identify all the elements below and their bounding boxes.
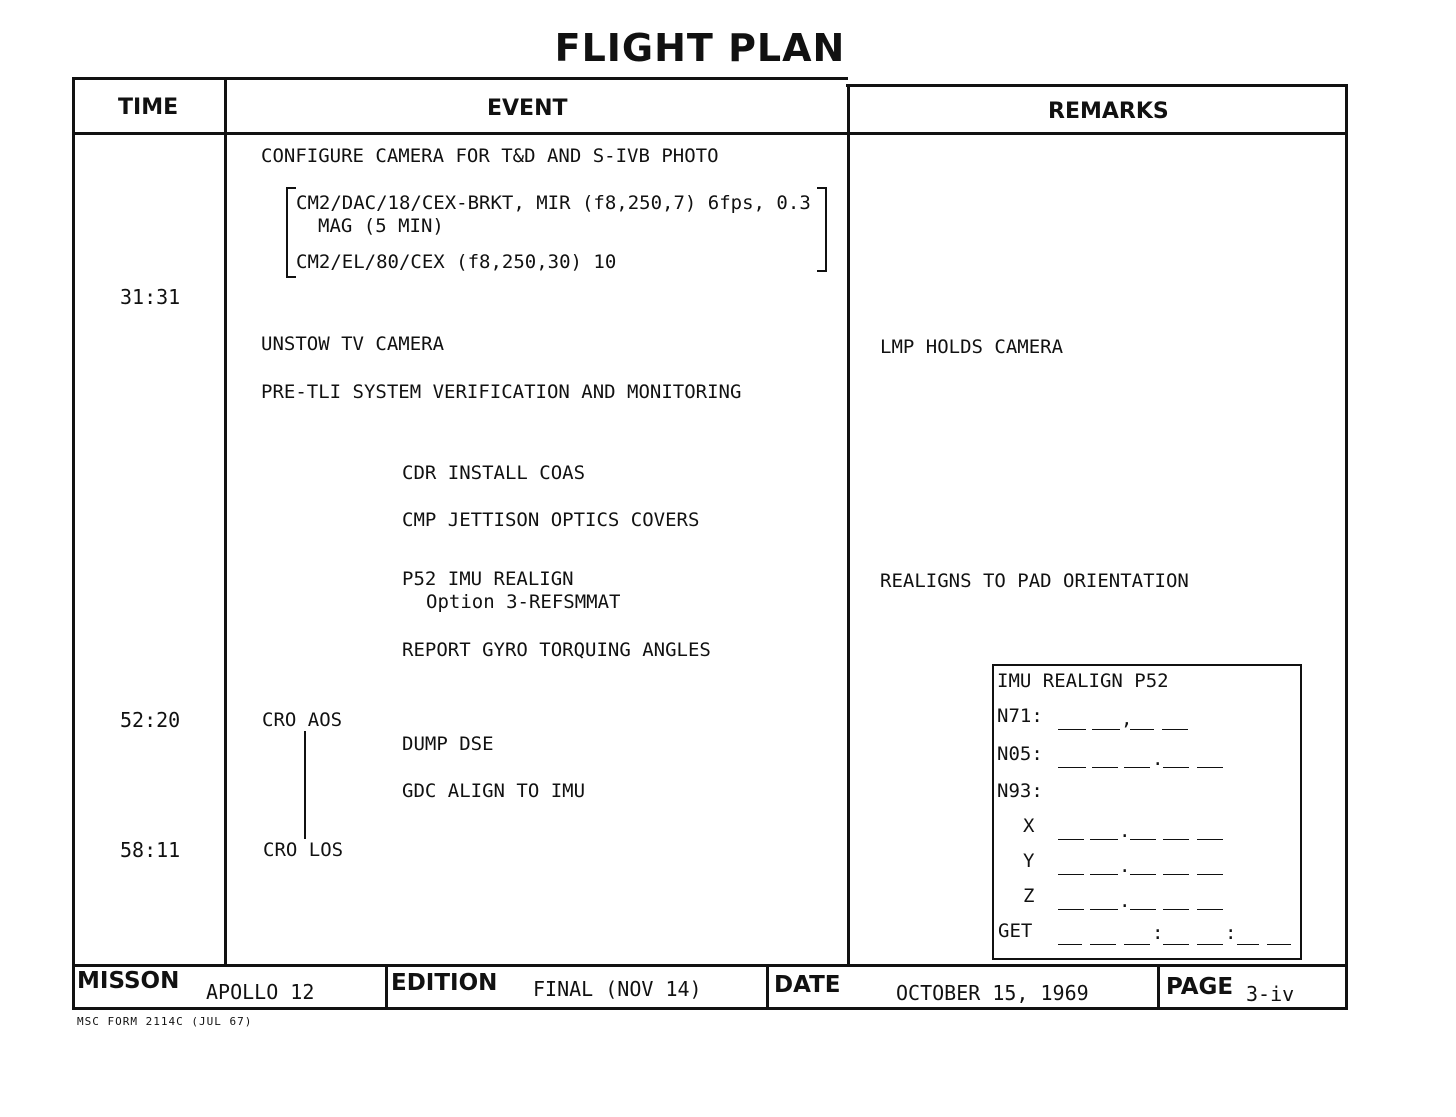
footer-edition-value: FINAL (NOV 14) — [533, 977, 702, 1001]
footer-mission-label: MISSON — [77, 968, 180, 994]
pad-n71-blank-2 — [1092, 729, 1120, 730]
footer-page-value: 3-iv — [1246, 982, 1295, 1006]
footer-edition-label: EDITION — [391, 970, 498, 996]
pad-z-blank-5 — [1197, 909, 1223, 910]
event-cdr-coas: CDR INSTALL COAS — [402, 462, 586, 484]
pad-title: IMU REALIGN P52 — [997, 670, 1169, 692]
event-p52: P52 IMU REALIGN — [402, 568, 574, 590]
event-gdc-align: GDC ALIGN TO IMU — [402, 780, 586, 802]
pad-n71-blank-3 — [1130, 729, 1154, 730]
pad-get-blank-7 — [1267, 944, 1291, 945]
pad-get-label: GET — [998, 920, 1033, 942]
pad-n05-blank-2 — [1092, 767, 1118, 768]
pad-n05-blank-1 — [1058, 767, 1086, 768]
event-cm2-dac-line1: CM2/DAC/18/CEX-BRKT, MIR (f8,250,7) 6fps, 0.3 — [296, 192, 811, 214]
footer-date-value: OCTOBER 15, 1969 — [896, 981, 1089, 1005]
footer-page-label: PAGE — [1166, 974, 1234, 1000]
pad-x-blank-5 — [1197, 839, 1223, 840]
pad-get-blank-3 — [1124, 944, 1150, 945]
header-remarks: REMARKS — [1048, 99, 1169, 124]
cro-coverage-line — [304, 731, 306, 839]
pad-y-label: Y — [1023, 850, 1035, 872]
event-cm2-el: CM2/EL/80/CEX (f8,250,30) 10 — [296, 251, 617, 273]
bracket-right-vertical — [825, 187, 827, 272]
remark-lmp-holds: LMP HOLDS CAMERA — [880, 336, 1064, 358]
pad-n71-blank-4 — [1162, 729, 1188, 730]
header-time: TIME — [118, 95, 179, 120]
header-event: EVENT — [487, 96, 568, 121]
pad-x-blank-3 — [1130, 839, 1156, 840]
pad-y-blank-1 — [1058, 874, 1084, 875]
frame-top-left — [72, 77, 848, 80]
event-cro-aos: CRO AOS — [262, 709, 343, 731]
time-52-20: 52:20 — [120, 708, 181, 732]
pad-z-blank-2 — [1090, 909, 1118, 910]
pad-y-dot: . — [1119, 855, 1131, 877]
footer-sep-3 — [1157, 964, 1160, 1010]
pad-get-colon-1: : — [1152, 922, 1164, 944]
event-cro-los: CRO LOS — [263, 839, 344, 861]
frame-left — [72, 77, 75, 1010]
pad-z-dot: . — [1119, 890, 1131, 912]
event-p52-option: Option 3-REFSMMAT — [426, 591, 621, 613]
footer-sep-2 — [766, 964, 769, 1010]
pad-n05-blank-5 — [1197, 767, 1223, 768]
remarks-column-divider — [847, 84, 850, 966]
event-cm2-dac-line2: MAG (5 MIN) — [318, 215, 444, 237]
footer-date-label: DATE — [774, 972, 841, 998]
event-configure-camera: CONFIGURE CAMERA FOR T&D AND S-IVB PHOTO — [261, 145, 719, 167]
bracket-right-top — [817, 187, 827, 189]
time-58-11: 58:11 — [120, 838, 181, 862]
frame-right — [1345, 84, 1348, 1010]
pad-n05-blank-4 — [1163, 767, 1189, 768]
pad-n93-label: N93: — [997, 780, 1043, 802]
pad-n05-label: N05: — [997, 743, 1043, 765]
pad-n05-blank-3 — [1124, 767, 1150, 768]
pad-x-blank-1 — [1058, 839, 1084, 840]
pad-get-blank-6 — [1237, 944, 1259, 945]
pad-z-blank-3 — [1130, 909, 1156, 910]
time-column-divider — [224, 77, 227, 966]
form-identifier: MSC FORM 2114C (JUL 67) — [77, 1015, 253, 1028]
event-dump-dse: DUMP DSE — [402, 733, 494, 755]
remark-realigns: REALIGNS TO PAD ORIENTATION — [880, 570, 1189, 592]
event-report-gyro: REPORT GYRO TORQUING ANGLES — [402, 639, 711, 661]
pad-y-blank-3 — [1130, 874, 1156, 875]
page-title: FLIGHT PLAN — [554, 26, 846, 70]
pad-get-blank-4 — [1163, 944, 1189, 945]
pad-x-blank-4 — [1163, 839, 1189, 840]
pad-y-blank-5 — [1197, 874, 1223, 875]
pad-get-colon-2: : — [1225, 922, 1237, 944]
event-unstow-tv: UNSTOW TV CAMERA — [261, 333, 445, 355]
pad-x-label: X — [1023, 815, 1035, 837]
pad-x-dot: . — [1119, 820, 1131, 842]
pad-x-blank-2 — [1090, 839, 1118, 840]
footer-sep-1 — [385, 964, 388, 1010]
pad-n71-label: N71: — [997, 705, 1043, 727]
bracket-left-vertical — [286, 187, 288, 278]
bracket-left-top — [286, 187, 296, 189]
pad-get-blank-1 — [1058, 944, 1082, 945]
pad-y-blank-2 — [1090, 874, 1118, 875]
pad-get-blank-2 — [1090, 944, 1116, 945]
event-cmp-jettison: CMP JETTISON OPTICS COVERS — [402, 509, 700, 531]
header-divider — [72, 132, 1348, 135]
pad-z-label: Z — [1023, 885, 1035, 907]
frame-top-right — [846, 84, 1348, 87]
event-pre-tli: PRE-TLI SYSTEM VERIFICATION AND MONITORING — [261, 381, 742, 403]
pad-y-blank-4 — [1163, 874, 1189, 875]
pad-z-blank-4 — [1163, 909, 1189, 910]
time-31-31: 31:31 — [120, 285, 181, 309]
pad-get-blank-5 — [1197, 944, 1223, 945]
bracket-left-bottom — [286, 276, 296, 278]
bracket-right-bottom — [817, 270, 827, 272]
pad-n05-dot: . — [1152, 748, 1164, 770]
pad-n71-blank-1 — [1058, 729, 1086, 730]
footer-mission-value: APOLLO 12 — [206, 980, 315, 1004]
pad-n71-comma: , — [1121, 708, 1133, 730]
pad-z-blank-1 — [1058, 909, 1084, 910]
